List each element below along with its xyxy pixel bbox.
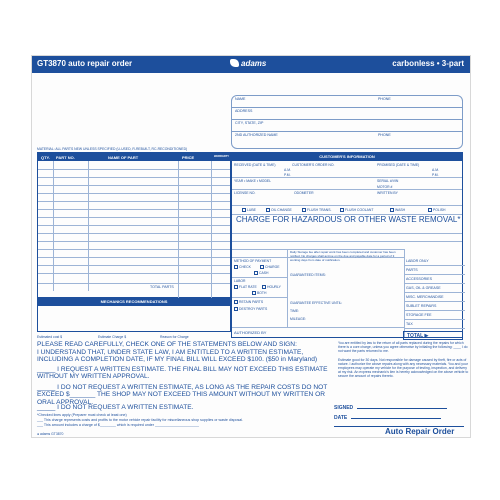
- hazard-charge-label: CHARGE FOR HAZARDOUS OR OTHER WASTE REMOVAL*: [236, 215, 461, 224]
- summary-row: STORAGE FEE: [404, 311, 465, 320]
- address-label: ADDRESS: [235, 109, 253, 113]
- statement-no-estimate-limit[interactable]: _____ I DO NOT REQUEST A WRITTEN ESTIMATE, AS LONG AS THE REPAIR COSTS DO NOT EXCEED $_______ THE SHOP MAY NOT EXCEED THIS AMOUNT WITHOUT MY WRITTEN OR ORAL APPROVAL.: [37, 384, 328, 406]
- statement-request-estimate[interactable]: _____ I REQUEST A WRITTEN ESTIMATE. THE FINAL BILL MAY NOT EXCEED THIS ESTIMATE WITHOUT MY WRITTEN APPROVAL.: [37, 366, 328, 381]
- summary-row: PARTS: [404, 266, 465, 275]
- mileage-label: MILEAGE:: [290, 317, 307, 321]
- summary-row: LABOR ONLY: [404, 257, 465, 266]
- col-qty: QTY.: [41, 155, 50, 160]
- estimate-terms-note: Estimate good for 30 days. Not responsible for damage caused by theft, fire or acts of nature. I authorize the above repairs along with any necessary materials. You and your employees may operate my vehicle for the purpose of testing, inspection, and delivery at my risk. An express mechanic's lien is hereby acknowledged on the above vehicle to secure the amount of repairs thereto.: [338, 358, 469, 379]
- promised-label: PROMISED (DATE & TIME): [377, 163, 420, 167]
- odometer-label: ODOMETER: [294, 191, 314, 195]
- summary-row: SUBLET REPAIRS: [404, 302, 465, 311]
- mechanics-recommendations: MECHANICS RECOMMENDATIONS: [37, 298, 231, 306]
- am-label: A.M.: [284, 168, 291, 172]
- hourly-option[interactable]: HOURLY: [262, 285, 281, 289]
- brand-logo: adams: [230, 59, 266, 68]
- fine-print-1: *Checked lines apply (Preparer must check at least one): [37, 413, 127, 417]
- flush-coolant-option[interactable]: FLUSH COOLANT: [340, 208, 373, 212]
- parts-table: [37, 152, 231, 298]
- serial-vin-label: SERIAL #/VIN: [377, 179, 399, 183]
- wash-option[interactable]: WASH: [390, 208, 405, 212]
- date-field[interactable]: DATE: [334, 415, 441, 421]
- header-banner: [32, 56, 470, 73]
- reason-for-charge-label: Reason for Charge: [160, 335, 189, 339]
- flush-trans-option[interactable]: FLUSH TRANS.: [302, 208, 331, 212]
- destroy-parts-option[interactable]: DESTROY PARTS: [234, 307, 267, 311]
- motor-label: MOTOR #: [377, 185, 393, 189]
- col-name-of-part: NAME OF PART: [108, 155, 139, 160]
- fine-print-3: ___ This amount includes a charge of $________ which is required under ______________________: [37, 423, 199, 427]
- second-name-label: 2ND AUTHORIZED NAME: [235, 133, 278, 137]
- total-parts-label: TOTAL PARTS: [150, 285, 174, 289]
- retain-parts-option[interactable]: RETAIN PARTS: [234, 300, 263, 304]
- guarantee-effective-label: GUARANTEE EFFECTIVE UNTIL:: [290, 301, 343, 305]
- mechanics-area: [37, 306, 231, 332]
- storage-fee-text: Daily Storage fee after repair work has been completed and customer has been notified. No charges shall accrue on the due and payable date for a period of 3 working days from date of notification.: [290, 250, 396, 262]
- labor-label: LABOR: [234, 279, 246, 283]
- summary-row: ACCESSORIES: [404, 275, 465, 284]
- order-no-label: CUSTOMER'S ORDER NO.: [292, 163, 335, 167]
- license-no-label: LICENSE NO.: [234, 191, 256, 195]
- carbonless-label: carbonless • 3-part: [392, 59, 464, 68]
- cash-option[interactable]: CASH: [254, 271, 268, 275]
- statement-intro: PLEASE READ CAREFULLY, CHECK ONE OF THE STATEMENTS BELOW AND SIGN:: [37, 341, 297, 348]
- written-by-label: WRITTEN BY: [377, 191, 398, 195]
- customer-box: [231, 95, 463, 149]
- pm-label-2: P.M.: [432, 173, 439, 177]
- summary-row: TAX: [404, 320, 465, 329]
- authorized-by-label: AUTHORIZED BY: [234, 330, 267, 335]
- time-label: TIME:: [290, 309, 300, 313]
- col-part-no: PART NO.: [56, 155, 75, 160]
- both-option[interactable]: BOTH: [252, 291, 266, 295]
- estimate-charge-label: Estimate Charge $: [98, 335, 127, 339]
- am-label-2: A.M.: [432, 168, 439, 172]
- customer-info-title: CUSTOMER'S INFORMATION: [232, 153, 462, 161]
- footer-title: Auto Repair Order: [385, 427, 455, 436]
- customer-info-panel: [231, 152, 463, 338]
- name-label: NAME: [235, 97, 246, 101]
- payment-method-label: METHOD OF PAYMENT: [234, 259, 272, 263]
- polish-option[interactable]: POLISH: [428, 208, 445, 212]
- phone-label: PHONE: [378, 97, 391, 101]
- adams-logo-icon: [230, 59, 239, 67]
- charge-option[interactable]: CHARGE: [260, 265, 280, 269]
- parts-table-header: [38, 153, 230, 161]
- lube-option[interactable]: LUBE: [242, 208, 256, 212]
- phone2-label: PHONE: [378, 133, 391, 137]
- grand-total: TOTAL ▶: [403, 331, 463, 340]
- statement-understand: I UNDERSTAND THAT, UNDER STATE LAW, I AM ENTITLED TO A WRITTEN ESTIMATE, INCLUDING A COMPLETION DATE, IF MY FINAL BILL WILL EXCEED $100. ($50 in Maryland): [37, 349, 318, 364]
- fine-print-2: ___ This charge represents costs and profits to the motor vehicle repair facility for miscellaneous shop supplies or waste disposal.: [37, 418, 244, 422]
- adams-footer-logo: ● adams GT3870: [37, 432, 64, 436]
- signed-field[interactable]: SIGNED: [334, 405, 447, 411]
- guaranteed-items-label: GUARANTEED ITEMS:: [290, 273, 326, 277]
- col-warranty: WARRANTY: [214, 155, 229, 158]
- summary-row: MISC. MERCHANDISE: [404, 293, 465, 302]
- oil-change-option[interactable]: OIL CHANGE: [266, 208, 292, 212]
- year-make-model-label: YEAR • MAKE • MODEL: [234, 179, 272, 183]
- check-option[interactable]: CHECK: [234, 265, 251, 269]
- product-title: GT3870 auto repair order: [37, 59, 133, 68]
- received-label: RECEIVED (DATE & TIME): [234, 163, 276, 167]
- estimated-cost-label: Estimated cost $: [37, 335, 63, 339]
- flat-rate-option[interactable]: FLAT RATE: [234, 285, 257, 289]
- col-price: PRICE: [182, 155, 195, 160]
- city-state-zip-label: CITY, STATE, ZIP: [235, 121, 264, 125]
- summary-row: GAS, OIL & GREASE: [404, 284, 465, 293]
- material-note: MATERIAL: ALL PARTS NEW UNLESS SPECIFIED (U-USED, R-REBUILT, RC-RECONDITIONED): [37, 147, 188, 151]
- parts-return-note: You are entitled by law to the return of all parts replaced during the repairs for which there is a core charge, unless you agree otherwise by initialing the following: ____ I do not want the parts returned to me.: [338, 341, 468, 354]
- pm-label: P.M.: [284, 173, 291, 177]
- statement-no-estimate[interactable]: _____ I DO NOT REQUEST A WRITTEN ESTIMATE.: [37, 404, 194, 411]
